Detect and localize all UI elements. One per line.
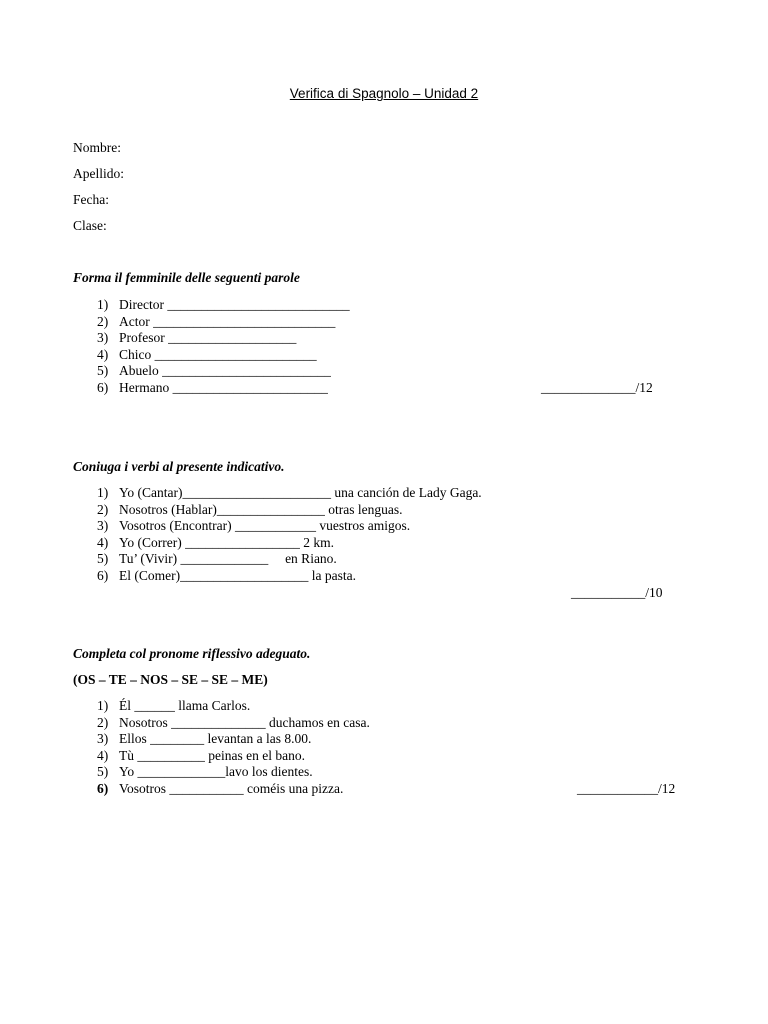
list-item — [73, 347, 350, 364]
list-item — [73, 568, 482, 585]
item-text: Yo (Cantar)______________________ una canción de Lady Gaga. — [119, 485, 482, 500]
section-3-list — [73, 698, 370, 798]
item-text: El (Comer)___________________ la pasta. — [119, 567, 356, 583]
item-number: 2) — [97, 501, 109, 517]
item-number: 2) — [97, 714, 109, 730]
item-text: Yo _____________lavo los dientes. — [119, 764, 313, 780]
list-item — [73, 731, 370, 748]
list-item — [73, 380, 350, 397]
item-text: Director ___________________________ — [119, 297, 350, 312]
list-item — [73, 518, 482, 535]
item-text: Él ______ llama Carlos. — [119, 698, 251, 713]
item-number: 6) — [97, 567, 109, 583]
section-1-score: ______________/12 — [541, 380, 653, 395]
item-text: Abuelo _________________________ — [119, 363, 331, 379]
item-number: 6) — [97, 780, 109, 796]
field-clase: Clase: — [73, 218, 107, 233]
item-number: 3) — [97, 518, 109, 534]
section-1-title: Forma il femminile delle seguenti parole — [73, 270, 300, 285]
list-item — [73, 781, 370, 798]
item-number: 2) — [97, 313, 109, 329]
list-item — [73, 748, 370, 765]
list-item — [73, 535, 482, 552]
list-item — [73, 551, 482, 568]
item-number: 5) — [97, 764, 109, 780]
item-text: Vosotros ___________ coméis una pizza. — [119, 780, 344, 796]
item-text: Tù __________ peinas en el bano. — [119, 747, 305, 763]
field-apellido: Apellido: — [73, 166, 124, 181]
list-item — [73, 330, 350, 347]
item-number: 5) — [97, 363, 109, 379]
list-item — [73, 502, 482, 519]
item-text: Nosotros ______________ duchamos en casa. — [119, 714, 370, 730]
item-text: Actor ___________________________ — [119, 313, 336, 329]
section-1-list — [73, 297, 350, 397]
list-item — [73, 698, 370, 715]
item-text: Vosotros (Encontrar) ____________ vuestros amigos. — [119, 518, 411, 534]
section-2-score: ___________/10 — [571, 585, 663, 600]
item-text: Yo (Correr) _________________ 2 km. — [119, 534, 334, 550]
item-text: Ellos ________ levantan a las 8.00. — [119, 731, 312, 747]
item-number: 3) — [97, 731, 109, 747]
field-nombre: Nombre: — [73, 140, 121, 155]
item-number: 1) — [97, 297, 109, 312]
section-3-score: ____________/12 — [577, 781, 676, 796]
item-text: Hermano _______________________ — [119, 379, 328, 395]
section-3-title: Completa col pronome riflessivo adeguato. — [73, 646, 311, 661]
list-item — [73, 314, 350, 331]
item-number: 4) — [97, 747, 109, 763]
section-2-list — [73, 485, 482, 585]
list-item — [73, 485, 482, 502]
field-fecha: Fecha: — [73, 192, 109, 207]
item-text: Chico ________________________ — [119, 346, 317, 362]
item-text: Tu’ (Vivir) _____________ en Riano. — [119, 551, 337, 567]
item-number: 3) — [97, 330, 109, 346]
list-item — [73, 297, 350, 314]
document-title: Verifica di Spagnolo – Unidad 2 — [289, 86, 479, 101]
list-item — [73, 715, 370, 732]
item-number: 1) — [97, 485, 109, 500]
item-text: Profesor ___________________ — [119, 330, 297, 346]
section-2-title: Coniuga i verbi al presente indicativo. — [73, 459, 285, 474]
item-number: 4) — [97, 534, 109, 550]
item-number: 4) — [97, 346, 109, 362]
item-text: Nosotros (Hablar)________________ otras lenguas. — [119, 501, 403, 517]
item-number: 1) — [97, 698, 109, 713]
item-number: 5) — [97, 551, 109, 567]
list-item — [73, 764, 370, 781]
item-number: 6) — [97, 379, 109, 395]
list-item — [73, 363, 350, 380]
pronoun-list: (OS – TE – NOS – SE – SE – ME) — [73, 672, 268, 687]
